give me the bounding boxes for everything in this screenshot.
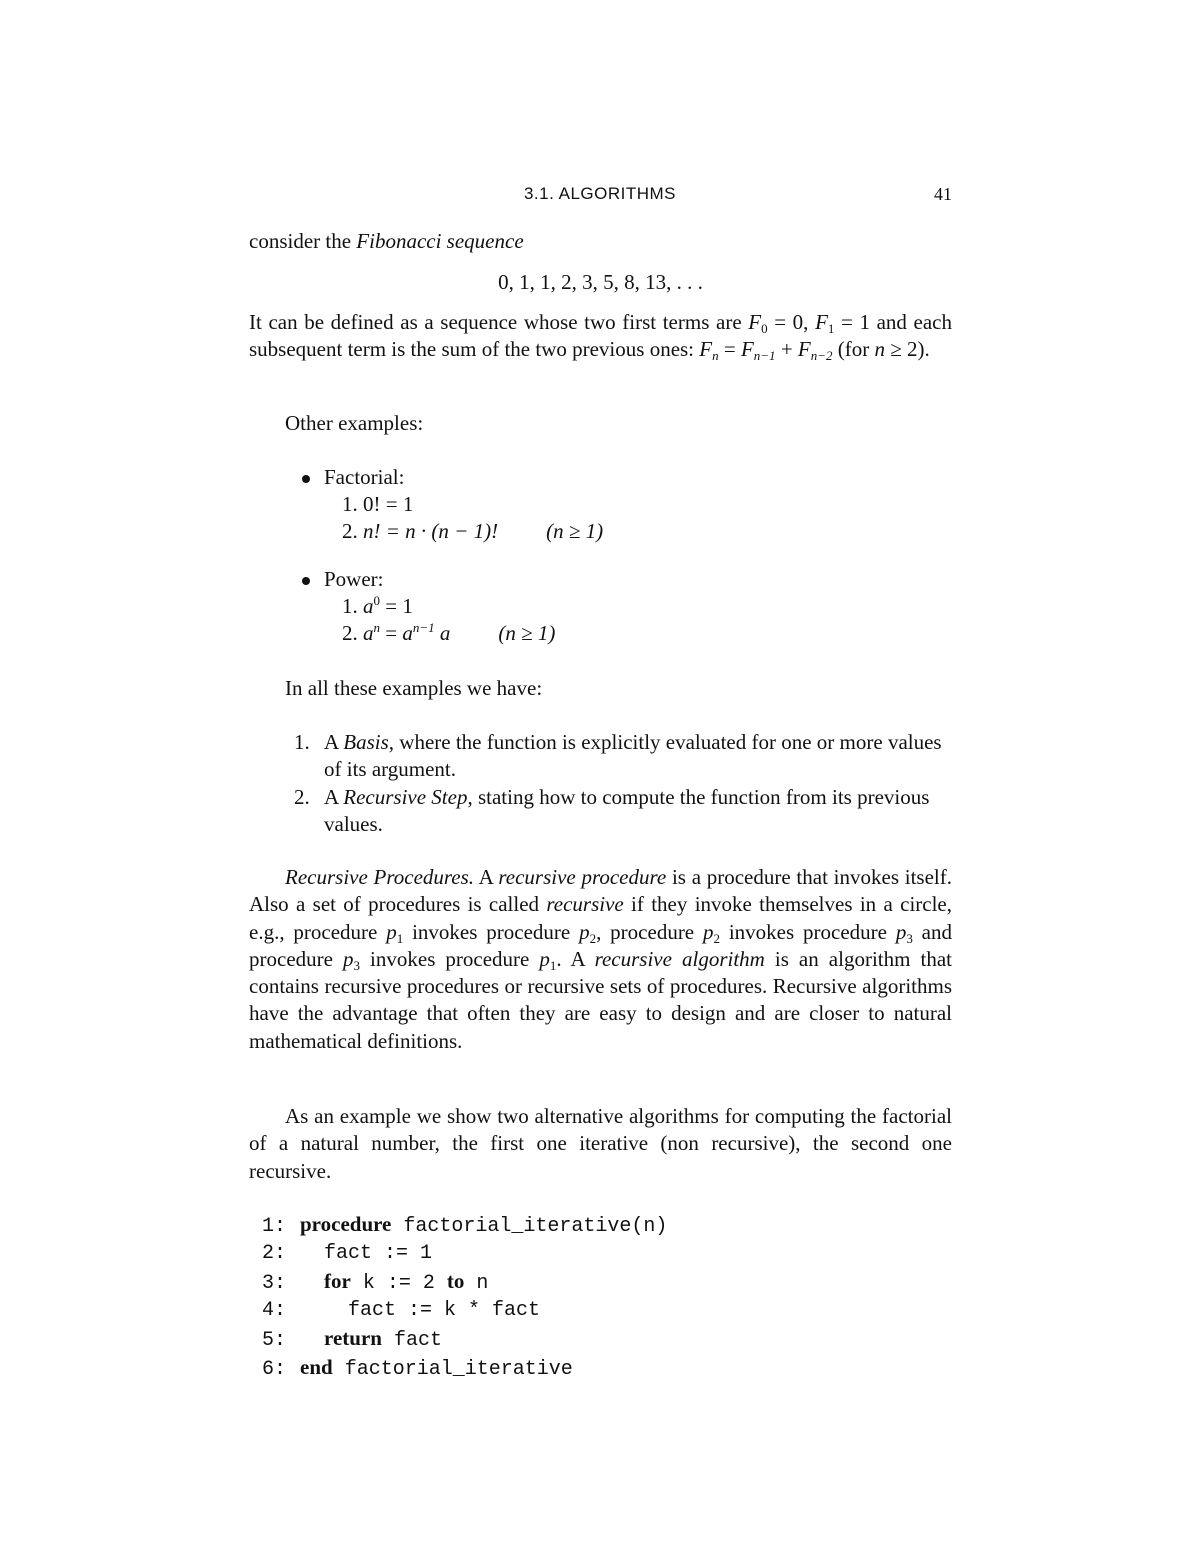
code-line: 5: return fact bbox=[262, 1325, 442, 1352]
fibonacci-display: 0, 1, 1, 2, 3, 5, 8, 13, . . . bbox=[498, 270, 703, 294]
code-line: 1: procedure factorial_iterative(n) bbox=[262, 1212, 668, 1238]
other-examples-label: Other examples: bbox=[285, 411, 424, 435]
code-line: 6: end factorial_iterative bbox=[262, 1355, 573, 1382]
power-line-1: 1. $a^0 = 1$ bbox=[342, 593, 413, 618]
recursive-procedures-paragraph: Recursive Procedures. A recursive procedure is a procedure that invokes itself. Also a set of procedures is called recursive if they invoke themselves in a circle, e.g., procedure $p_1$ invokes procedure $p_2$, procedure $p_2$ invokes procedure $p_3$ and procedure $p_3$ invokes procedure $p_1$. A recursive algorithm is an algorithm that contains recursive procedures or recursive sets of procedures. Recursive algorithms have the advantage that often they are easy to design and are closer to natural mathematical definitions. bbox=[249, 865, 953, 1053]
section-heading: Recursive Procedures. bbox=[285, 865, 475, 889]
code-line: 2: fact := 1 bbox=[262, 1242, 433, 1266]
factorial-line-1: 1. 0! = 1 bbox=[342, 492, 414, 516]
running-header-section: 3.1. ALGORITHMS bbox=[523, 184, 677, 203]
factorial-line-2: 2. n! = n · (n − 1)! (n ≥ 1) bbox=[342, 519, 604, 543]
bullet-icon bbox=[302, 577, 310, 585]
bullet-icon bbox=[302, 475, 310, 483]
factorial-bullet: Factorial: 1. 0! = 1 2. n! = n · (n − 1)! (n ≥ 1) bbox=[302, 464, 603, 545]
power-bullet: Power: 1. $a^0 = 1$ 2. $a^n = a^{n-1}$ a (n ≥ 1) bbox=[302, 566, 555, 647]
code-line: 4: fact := k * fact bbox=[262, 1299, 541, 1323]
example-paragraph: As an example we show two alternative algorithms for computing the factorial of a natural number, the first one iterative (non recursive), the second one recursive. bbox=[249, 1104, 952, 1183]
in-all-examples-label: In all these examples we have: bbox=[285, 676, 543, 700]
power-line-2: 2. $a^n = a^{n-1}$ a (n ≥ 1) bbox=[342, 620, 556, 645]
fibonacci-term: Fibonacci sequence bbox=[356, 229, 524, 253]
code-listing bbox=[262, 1211, 667, 1383]
fibonacci-definition: It can be defined as a sequence whose two first terms are $F_0 = 0$, $F_1 = 1$ and each subsequent term is the sum of the two previous ones: $F_n = F_{n-1} + F_{n-2}$ (for n ≥ 2). bbox=[249, 310, 953, 364]
properties-list bbox=[294, 729, 952, 838]
code-line: 3: for k := 2 to n bbox=[262, 1268, 489, 1295]
intro-line: consider the Fibonacci sequence bbox=[249, 229, 524, 253]
list-item: 2. A Recursive Step, stating how to compute the function from its previous values. bbox=[294, 784, 930, 836]
list-item: 1. A Basis, where the function is explicitly evaluated for one or more values of its argument. bbox=[294, 730, 942, 782]
page-number: 41 bbox=[934, 184, 952, 204]
